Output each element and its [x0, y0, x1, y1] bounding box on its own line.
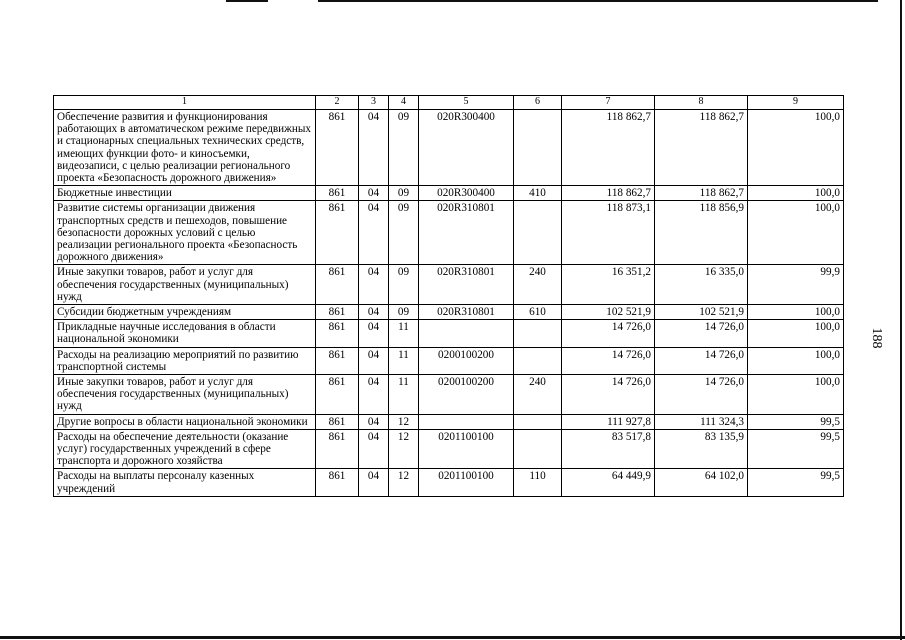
table-row	[54, 186, 844, 201]
row-name: Расходы на реализацию мероприятий по развитию транспортной системы	[54, 347, 316, 374]
cell-target-article: 0200100200	[419, 375, 514, 415]
cell-section: 04	[359, 320, 389, 347]
cell-subsection: 09	[389, 305, 419, 320]
cell-grbs: 861	[316, 469, 359, 496]
cell-subsection: 12	[389, 414, 419, 429]
cell-executed: 118 862,7	[655, 186, 748, 201]
cell-expense-type	[514, 201, 562, 265]
table-row	[54, 429, 844, 469]
scan-edge-right	[900, 0, 902, 640]
row-name: Субсидии бюджетным учреждениям	[54, 305, 316, 320]
row-name: Прикладные научные исследования в области национальной экономики	[54, 320, 316, 347]
cell-executed: 111 324,3	[655, 414, 748, 429]
cell-section: 04	[359, 429, 389, 469]
cell-percent: 100,0	[748, 110, 844, 186]
cell-section: 04	[359, 414, 389, 429]
cell-executed: 16 335,0	[655, 265, 748, 305]
cell-planned: 14 726,0	[562, 320, 655, 347]
cell-grbs: 861	[316, 305, 359, 320]
cell-executed: 83 135,9	[655, 429, 748, 469]
cell-planned: 118 873,1	[562, 201, 655, 265]
cell-subsection: 09	[389, 265, 419, 305]
cell-target-article: 020R300400	[419, 186, 514, 201]
cell-expense-type	[514, 347, 562, 374]
table-row	[54, 110, 844, 186]
budget-table	[53, 95, 844, 497]
cell-executed: 118 856,9	[655, 201, 748, 265]
cell-percent: 100,0	[748, 201, 844, 265]
cell-percent: 100,0	[748, 375, 844, 415]
row-name: Иные закупки товаров, работ и услуг для обеспечения государственных (муниципальных) нужд	[54, 265, 316, 305]
cell-subsection: 11	[389, 320, 419, 347]
cell-section: 04	[359, 469, 389, 496]
cell-target-article: 020R300400	[419, 110, 514, 186]
cell-section: 04	[359, 110, 389, 186]
cell-grbs: 861	[316, 201, 359, 265]
cell-percent: 99,5	[748, 414, 844, 429]
page-number: 188	[869, 327, 884, 349]
cell-planned: 102 521,9	[562, 305, 655, 320]
cell-target-article: 020R310801	[419, 201, 514, 265]
cell-expense-type	[514, 414, 562, 429]
cell-grbs: 861	[316, 347, 359, 374]
table-row	[54, 347, 844, 374]
table-row	[54, 469, 844, 496]
table-row	[54, 305, 844, 320]
column-header: 3	[359, 96, 389, 110]
column-number-row	[54, 96, 844, 110]
cell-executed: 14 726,0	[655, 320, 748, 347]
cell-expense-type	[514, 320, 562, 347]
cell-grbs: 861	[316, 429, 359, 469]
table-row	[54, 320, 844, 347]
column-header: 7	[562, 96, 655, 110]
cell-subsection: 12	[389, 429, 419, 469]
cell-executed: 118 862,7	[655, 110, 748, 186]
cell-section: 04	[359, 375, 389, 415]
cell-percent: 100,0	[748, 320, 844, 347]
column-header: 5	[419, 96, 514, 110]
cell-subsection: 09	[389, 110, 419, 186]
cell-percent: 99,9	[748, 265, 844, 305]
cell-target-article: 020R310801	[419, 265, 514, 305]
row-name: Иные закупки товаров, работ и услуг для обеспечения государственных (муниципальных) нужд	[54, 375, 316, 415]
cell-executed: 102 521,9	[655, 305, 748, 320]
row-name: Другие вопросы в области национальной экономики	[54, 414, 316, 429]
cell-planned: 111 927,8	[562, 414, 655, 429]
cell-planned: 16 351,2	[562, 265, 655, 305]
cell-expense-type: 110	[514, 469, 562, 496]
cell-percent: 99,5	[748, 429, 844, 469]
cell-subsection: 09	[389, 186, 419, 201]
cell-grbs: 861	[316, 110, 359, 186]
cell-executed: 14 726,0	[655, 347, 748, 374]
cell-subsection: 12	[389, 469, 419, 496]
cell-target-article	[419, 414, 514, 429]
table-row	[54, 265, 844, 305]
cell-planned: 64 449,9	[562, 469, 655, 496]
table-row	[54, 375, 844, 415]
cell-target-article: 0200100200	[419, 347, 514, 374]
row-name: Расходы на выплаты персоналу казенных учреждений	[54, 469, 316, 496]
scan-edge-bottom	[0, 636, 905, 639]
cell-percent: 100,0	[748, 347, 844, 374]
row-name: Обеспечение развития и функционирования работающих в автоматическом режиме передвижных и стационарных специальных технических средств, имеющих функции фото- и киносъемки, видеозаписи, с целью реализации регионального проекта «Безопасность дорожного движения»	[54, 110, 316, 186]
column-header: 1	[54, 96, 316, 110]
cell-grbs: 861	[316, 320, 359, 347]
scan-mark	[226, 0, 268, 2]
cell-expense-type: 410	[514, 186, 562, 201]
cell-target-article: 0201100100	[419, 429, 514, 469]
cell-expense-type: 240	[514, 265, 562, 305]
cell-expense-type	[514, 110, 562, 186]
cell-grbs: 861	[316, 414, 359, 429]
cell-section: 04	[359, 265, 389, 305]
cell-section: 04	[359, 347, 389, 374]
column-header: 4	[389, 96, 419, 110]
cell-percent: 99,5	[748, 469, 844, 496]
column-header: 2	[316, 96, 359, 110]
cell-percent: 100,0	[748, 186, 844, 201]
column-header: 6	[514, 96, 562, 110]
cell-target-article	[419, 320, 514, 347]
cell-subsection: 09	[389, 201, 419, 265]
cell-grbs: 861	[316, 186, 359, 201]
column-header: 8	[655, 96, 748, 110]
cell-grbs: 861	[316, 375, 359, 415]
row-name: Бюджетные инвестиции	[54, 186, 316, 201]
cell-percent: 100,0	[748, 305, 844, 320]
row-name: Расходы на обеспечение деятельности (оказание услуг) государственных учреждений в сфере транспорта и дорожного хозяйства	[54, 429, 316, 469]
cell-planned: 14 726,0	[562, 347, 655, 374]
cell-expense-type: 240	[514, 375, 562, 415]
cell-expense-type	[514, 429, 562, 469]
table-row	[54, 201, 844, 265]
cell-executed: 64 102,0	[655, 469, 748, 496]
cell-target-article: 0201100100	[419, 469, 514, 496]
cell-executed: 14 726,0	[655, 375, 748, 415]
scan-edge-top	[318, 0, 878, 2]
cell-grbs: 861	[316, 265, 359, 305]
cell-target-article: 020R310801	[419, 305, 514, 320]
cell-planned: 83 517,8	[562, 429, 655, 469]
row-name: Развитие системы организации движения транспортных средств и пешеходов, повышение безопасности дорожных условий с целью реализации регионального проекта «Безопасность дорожного движения»	[54, 201, 316, 265]
cell-subsection: 11	[389, 347, 419, 374]
cell-planned: 118 862,7	[562, 186, 655, 201]
table-row	[54, 414, 844, 429]
cell-planned: 118 862,7	[562, 110, 655, 186]
cell-section: 04	[359, 201, 389, 265]
cell-section: 04	[359, 186, 389, 201]
cell-expense-type: 610	[514, 305, 562, 320]
cell-planned: 14 726,0	[562, 375, 655, 415]
cell-subsection: 11	[389, 375, 419, 415]
column-header: 9	[748, 96, 844, 110]
cell-section: 04	[359, 305, 389, 320]
